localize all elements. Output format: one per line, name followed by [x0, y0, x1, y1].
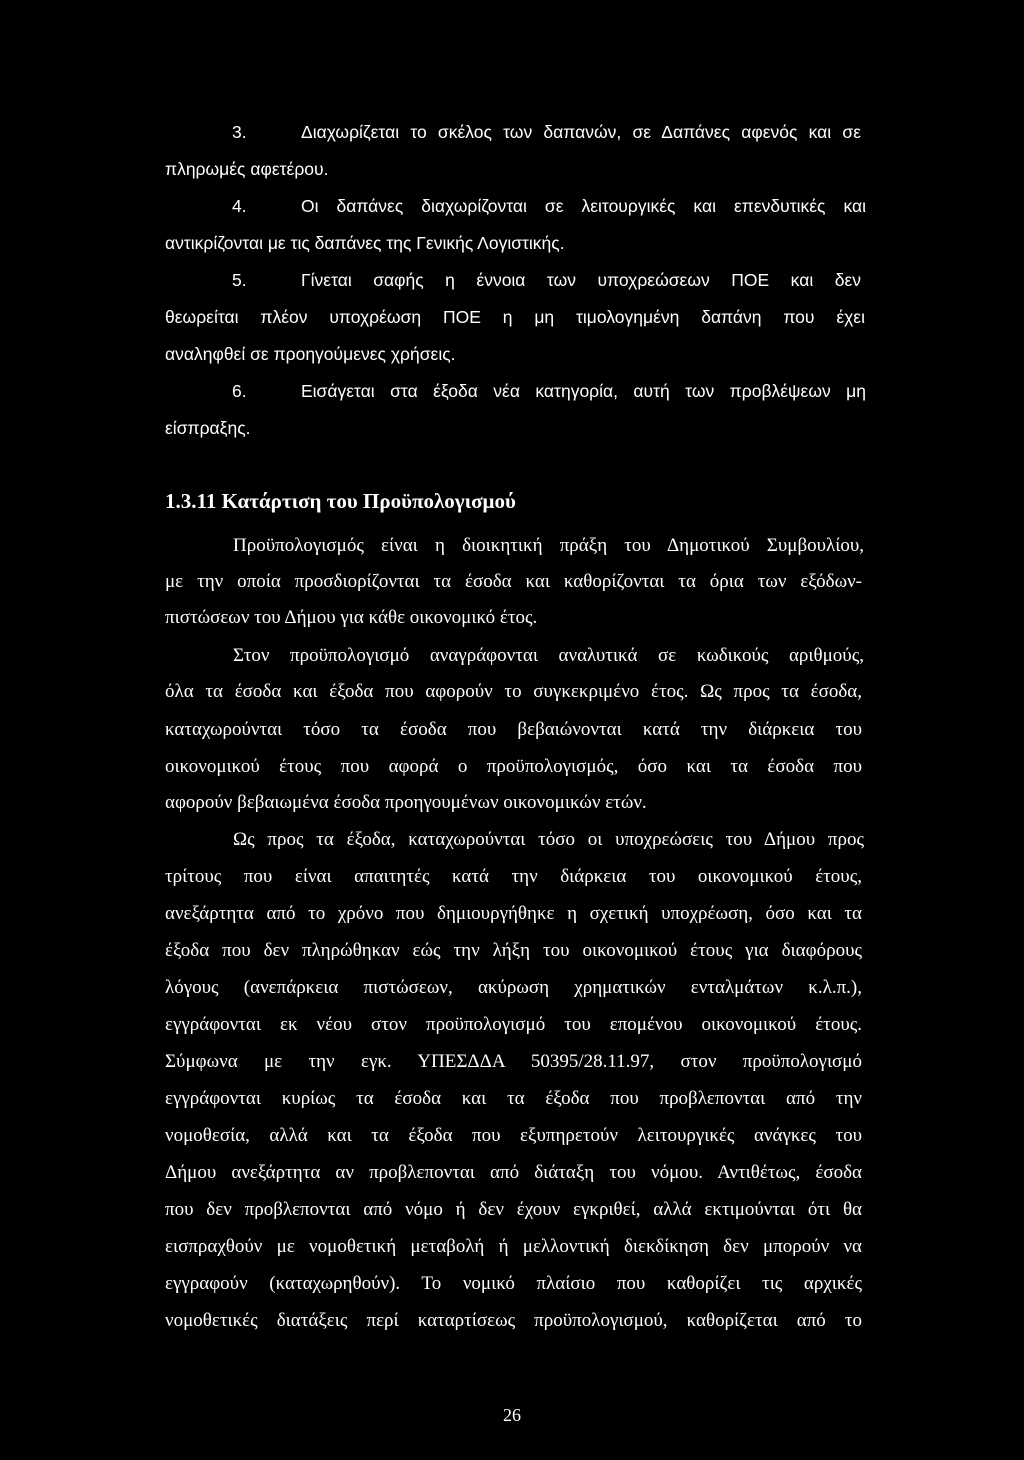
list-item-4-number: 4. — [232, 196, 247, 216]
list-item-5-continuation: αναληφθεί σε προηγούμενες χρήσεις. — [165, 344, 456, 364]
list-item-3-text: Διαχωρίζεται το σκέλος των δαπανών, σε Δαπάνες αφενός και σε — [301, 122, 861, 142]
paragraph-line: Σύμφωνα με την εγκ. ΥΠΕΣΔΔΑ 50395/28.11.97, στον προϋπολογισμό — [165, 1051, 862, 1072]
paragraph-line: εγγράφονται εκ νέου στον προϋπολογισμό του επομένου οικονομικού έτους. — [165, 1014, 862, 1035]
paragraph-line: τρίτους που είναι απαιτητές κατά την διάρκεια του οικονομικού έτους, — [165, 866, 862, 887]
paragraph-line: Προϋπολογισμός είναι η διοικητική πράξη του Δημοτικού Συμβουλίου, — [233, 535, 864, 556]
paragraph-line: νομοθεσία, αλλά και τα έξοδα που εξυπηρετούν λειτουργικές ανάγκες του — [165, 1125, 862, 1146]
paragraph-line: Στον προϋπολογισμό αναγράφονται αναλυτικά σε κωδικούς αριθμούς, — [233, 645, 864, 666]
list-item-6-continuation: είσπραξης. — [165, 418, 251, 438]
paragraph-line: Δήμου ανεξάρτητα αν προβλεπονται από διάταξη του νόμου. Αντιθέτως, έσοδα — [165, 1162, 862, 1183]
paragraph-line: εισπραχθούν με νομοθετική μεταβολή ή μελλοντική διεκδίκηση δεν μπορούν να — [165, 1236, 862, 1257]
list-item-4-text: Οι δαπάνες διαχωρίζονται σε λειτουργικές και επενδυτικές και — [301, 196, 866, 216]
paragraph-line: Ως προς τα έξοδα, καταχωρούνται τόσο οι υποχρεώσεις του Δήμου προς — [233, 829, 864, 850]
list-item-3-number: 3. — [232, 122, 247, 142]
list-item-6-number: 6. — [232, 381, 247, 401]
list-item-4-continuation: αντικρίζονται με τις δαπάνες της Γενικής Λογιστικής. — [165, 233, 565, 253]
paragraph-line: όλα τα έσοδα και έξοδα που αφορούν το συγκεκριμένο έτος. Ως προς τα έσοδα, — [165, 681, 862, 702]
paragraph-line: νομοθετικές διατάξεις περί καταρτίσεως προϋπολογισμού, καθορίζεται από το — [165, 1310, 862, 1331]
section-heading: 1.3.11 Κατάρτιση του Προϋπολογισμού — [165, 489, 516, 513]
list-item-5-continuation: θεωρείται πλέον υποχρέωση ΠΟΕ η μη τιμολογημένη δαπάνη που έχει — [165, 307, 865, 327]
paragraph-line: πιστώσεων του Δήμου για κάθε οικονομικό έτος. — [165, 607, 538, 628]
page-number: 26 — [503, 1405, 521, 1425]
paragraph-line: με την οποία προσδιορίζονται τα έσοδα και καθορίζονται τα όρια των εξόδων- — [165, 571, 862, 592]
paragraph-line: έξοδα που δεν πληρώθηκαν εώς την λήξη του οικονομικού έτους για διαφόρους — [165, 940, 862, 961]
paragraph-line: οικονομικού έτους που αφορά ο προϋπολογισμός, όσο και τα έσοδα που — [165, 756, 862, 777]
paragraph-line: αφορούν βεβαιωμένα έσοδα προηγουμένων οικονομικών ετών. — [165, 792, 647, 813]
list-item-6-text: Εισάγεται στα έξοδα νέα κατηγορία, αυτή των προβλέψεων μη — [301, 381, 866, 401]
paragraph-line: ανεξάρτητα από το χρόνο που δημιουργήθηκε η σχετική υποχρέωση, όσο και τα — [165, 903, 862, 924]
list-item-5-text: Γίνεται σαφής η έννοια των υποχρεώσεων ΠΟΕ και δεν — [301, 270, 861, 290]
list-item-5-number: 5. — [232, 270, 247, 290]
paragraph-line: εγγραφούν (καταχωρηθούν). Το νομικό πλαίσιο που καθορίζει τις αρχικές — [165, 1273, 862, 1294]
paragraph-line: εγγράφονται κυρίως τα έσοδα και τα έξοδα που προβλεπονται από την — [165, 1088, 862, 1109]
paragraph-line: που δεν προβλεπονται από νόμο ή δεν έχουν εγκριθεί, αλλά εκτιμούνται ότι θα — [165, 1199, 862, 1220]
list-item-3-continuation: πληρωμές αφετέρου. — [165, 159, 329, 179]
paragraph-line: λόγους (ανεπάρκεια πιστώσεων, ακύρωση χρηματικών ενταλμάτων κ.λ.π.), — [165, 977, 862, 998]
paragraph-line: καταχωρούνται τόσο τα έσοδα που βεβαιώνονται κατά την διάρκεια του — [165, 719, 862, 740]
